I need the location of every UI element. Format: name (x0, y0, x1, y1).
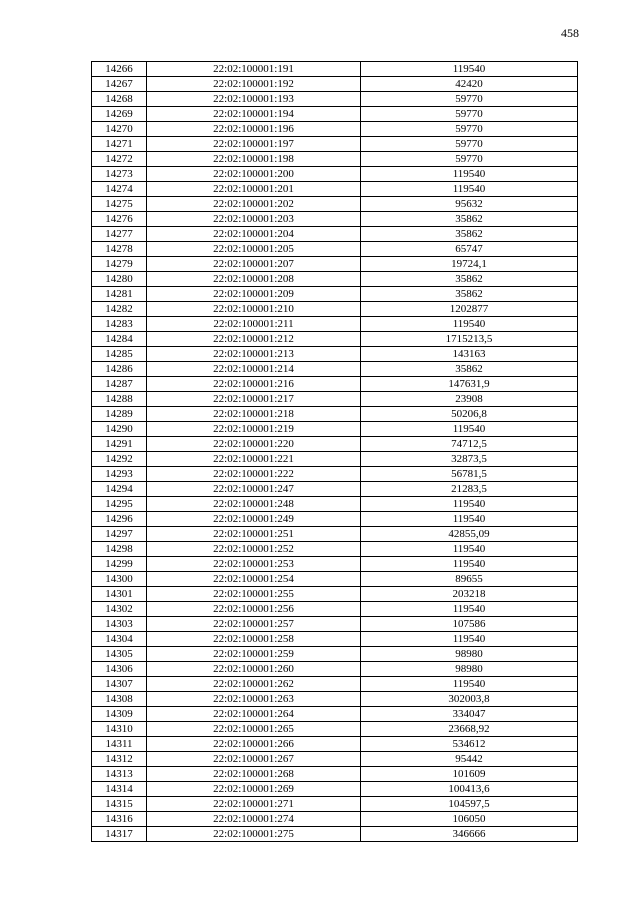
row-number-cell: 14310 (92, 722, 147, 737)
row-number-cell: 14301 (92, 587, 147, 602)
row-number-cell: 14306 (92, 662, 147, 677)
cadastral-number-cell: 22:02:100001:247 (147, 482, 361, 497)
value-cell: 23668,92 (361, 722, 578, 737)
cadastral-number-cell: 22:02:100001:208 (147, 272, 361, 287)
cadastral-number-cell: 22:02:100001:200 (147, 167, 361, 182)
cadastral-number-cell: 22:02:100001:196 (147, 122, 361, 137)
value-cell: 32873,5 (361, 452, 578, 467)
row-number-cell: 14286 (92, 362, 147, 377)
row-number-cell: 14309 (92, 707, 147, 722)
cadastral-number-cell: 22:02:100001:252 (147, 542, 361, 557)
table-row (92, 392, 578, 407)
cadastral-number-cell: 22:02:100001:207 (147, 257, 361, 272)
value-cell: 534612 (361, 737, 578, 752)
value-cell: 74712,5 (361, 437, 578, 452)
cadastral-number-cell: 22:02:100001:214 (147, 362, 361, 377)
table-row (92, 602, 578, 617)
row-number-cell: 14290 (92, 422, 147, 437)
cadastral-number-cell: 22:02:100001:265 (147, 722, 361, 737)
value-cell: 35862 (361, 227, 578, 242)
value-cell: 119540 (361, 62, 578, 77)
table-row (92, 227, 578, 242)
table-row (92, 662, 578, 677)
row-number-cell: 14292 (92, 452, 147, 467)
table-row (92, 287, 578, 302)
table-row (92, 572, 578, 587)
row-number-cell: 14266 (92, 62, 147, 77)
table-row (92, 752, 578, 767)
table-row (92, 557, 578, 572)
value-cell: 119540 (361, 512, 578, 527)
value-cell: 119540 (361, 632, 578, 647)
row-number-cell: 14297 (92, 527, 147, 542)
value-cell: 119540 (361, 497, 578, 512)
cadastral-number-cell: 22:02:100001:218 (147, 407, 361, 422)
cadastral-number-cell: 22:02:100001:254 (147, 572, 361, 587)
row-number-cell: 14295 (92, 497, 147, 512)
row-number-cell: 14288 (92, 392, 147, 407)
row-number-cell: 14280 (92, 272, 147, 287)
cadastral-number-cell: 22:02:100001:209 (147, 287, 361, 302)
value-cell: 104597,5 (361, 797, 578, 812)
value-cell: 119540 (361, 542, 578, 557)
table-row (92, 437, 578, 452)
table-row (92, 722, 578, 737)
page-number: 458 (561, 26, 579, 40)
cadastral-number-cell: 22:02:100001:263 (147, 692, 361, 707)
row-number-cell: 14307 (92, 677, 147, 692)
row-number-cell: 14304 (92, 632, 147, 647)
value-cell: 346666 (361, 827, 578, 842)
cadastral-number-cell: 22:02:100001:256 (147, 602, 361, 617)
table-row (92, 77, 578, 92)
value-cell: 35862 (361, 272, 578, 287)
value-cell: 50206,8 (361, 407, 578, 422)
cadastral-number-cell: 22:02:100001:221 (147, 452, 361, 467)
cadastral-number-cell: 22:02:100001:191 (147, 62, 361, 77)
row-number-cell: 14271 (92, 137, 147, 152)
value-cell: 119540 (361, 557, 578, 572)
cadastral-number-cell: 22:02:100001:268 (147, 767, 361, 782)
table-row (92, 212, 578, 227)
data-table (91, 61, 578, 842)
value-cell: 89655 (361, 572, 578, 587)
row-number-cell: 14291 (92, 437, 147, 452)
value-cell: 95632 (361, 197, 578, 212)
table-body (92, 62, 578, 842)
value-cell: 35862 (361, 212, 578, 227)
table-row (92, 632, 578, 647)
value-cell: 119540 (361, 602, 578, 617)
table-row (92, 257, 578, 272)
table-row (92, 542, 578, 557)
cadastral-number-cell: 22:02:100001:210 (147, 302, 361, 317)
cadastral-number-cell: 22:02:100001:259 (147, 647, 361, 662)
table-row (92, 92, 578, 107)
value-cell: 59770 (361, 152, 578, 167)
row-number-cell: 14317 (92, 827, 147, 842)
table-row (92, 272, 578, 287)
table-row (92, 497, 578, 512)
value-cell: 119540 (361, 422, 578, 437)
value-cell: 302003,8 (361, 692, 578, 707)
table-row (92, 617, 578, 632)
value-cell: 23908 (361, 392, 578, 407)
row-number-cell: 14283 (92, 317, 147, 332)
row-number-cell: 14270 (92, 122, 147, 137)
row-number-cell: 14284 (92, 332, 147, 347)
cadastral-number-cell: 22:02:100001:192 (147, 77, 361, 92)
table-row (92, 707, 578, 722)
table-row (92, 302, 578, 317)
value-cell: 119540 (361, 167, 578, 182)
table-row (92, 317, 578, 332)
table-row (92, 182, 578, 197)
cadastral-number-cell: 22:02:100001:219 (147, 422, 361, 437)
row-number-cell: 14315 (92, 797, 147, 812)
table-row (92, 782, 578, 797)
value-cell: 107586 (361, 617, 578, 632)
value-cell: 98980 (361, 647, 578, 662)
row-number-cell: 14274 (92, 182, 147, 197)
row-number-cell: 14278 (92, 242, 147, 257)
table-row (92, 482, 578, 497)
table-row (92, 242, 578, 257)
table-row (92, 797, 578, 812)
row-number-cell: 14299 (92, 557, 147, 572)
table-row (92, 422, 578, 437)
row-number-cell: 14302 (92, 602, 147, 617)
row-number-cell: 14285 (92, 347, 147, 362)
row-number-cell: 14276 (92, 212, 147, 227)
table-row (92, 452, 578, 467)
table-row (92, 62, 578, 77)
cadastral-number-cell: 22:02:100001:257 (147, 617, 361, 632)
value-cell: 59770 (361, 122, 578, 137)
cadastral-number-cell: 22:02:100001:258 (147, 632, 361, 647)
cadastral-number-cell: 22:02:100001:193 (147, 92, 361, 107)
table-row (92, 407, 578, 422)
table-row (92, 167, 578, 182)
row-number-cell: 14268 (92, 92, 147, 107)
cadastral-number-cell: 22:02:100001:212 (147, 332, 361, 347)
row-number-cell: 14308 (92, 692, 147, 707)
table-row (92, 107, 578, 122)
value-cell: 1202877 (361, 302, 578, 317)
row-number-cell: 14267 (92, 77, 147, 92)
value-cell: 56781,5 (361, 467, 578, 482)
cadastral-number-cell: 22:02:100001:220 (147, 437, 361, 452)
row-number-cell: 14272 (92, 152, 147, 167)
row-number-cell: 14294 (92, 482, 147, 497)
cadastral-number-cell: 22:02:100001:274 (147, 812, 361, 827)
value-cell: 35862 (361, 287, 578, 302)
cadastral-number-cell: 22:02:100001:253 (147, 557, 361, 572)
table-row (92, 647, 578, 662)
table-row (92, 467, 578, 482)
row-number-cell: 14275 (92, 197, 147, 212)
value-cell: 21283,5 (361, 482, 578, 497)
cadastral-number-cell: 22:02:100001:213 (147, 347, 361, 362)
cadastral-number-cell: 22:02:100001:201 (147, 182, 361, 197)
cadastral-number-cell: 22:02:100001:204 (147, 227, 361, 242)
row-number-cell: 14303 (92, 617, 147, 632)
cadastral-number-cell: 22:02:100001:269 (147, 782, 361, 797)
table-row (92, 332, 578, 347)
row-number-cell: 14282 (92, 302, 147, 317)
cadastral-number-cell: 22:02:100001:222 (147, 467, 361, 482)
value-cell: 42855,09 (361, 527, 578, 542)
cadastral-number-cell: 22:02:100001:251 (147, 527, 361, 542)
row-number-cell: 14314 (92, 782, 147, 797)
value-cell: 59770 (361, 107, 578, 122)
row-number-cell: 14316 (92, 812, 147, 827)
row-number-cell: 14289 (92, 407, 147, 422)
table-row (92, 692, 578, 707)
row-number-cell: 14296 (92, 512, 147, 527)
row-number-cell: 14279 (92, 257, 147, 272)
table-row (92, 137, 578, 152)
table-row (92, 812, 578, 827)
value-cell: 42420 (361, 77, 578, 92)
value-cell: 1715213,5 (361, 332, 578, 347)
cadastral-number-cell: 22:02:100001:262 (147, 677, 361, 692)
table-row (92, 197, 578, 212)
row-number-cell: 14312 (92, 752, 147, 767)
cadastral-number-cell: 22:02:100001:275 (147, 827, 361, 842)
value-cell: 143163 (361, 347, 578, 362)
value-cell: 65747 (361, 242, 578, 257)
row-number-cell: 14269 (92, 107, 147, 122)
cadastral-number-cell: 22:02:100001:267 (147, 752, 361, 767)
value-cell: 334047 (361, 707, 578, 722)
cadastral-number-cell: 22:02:100001:211 (147, 317, 361, 332)
table-row (92, 377, 578, 392)
cadastral-number-cell: 22:02:100001:205 (147, 242, 361, 257)
cadastral-number-cell: 22:02:100001:255 (147, 587, 361, 602)
value-cell: 119540 (361, 677, 578, 692)
value-cell: 59770 (361, 137, 578, 152)
value-cell: 106050 (361, 812, 578, 827)
table-row (92, 737, 578, 752)
row-number-cell: 14281 (92, 287, 147, 302)
row-number-cell: 14313 (92, 767, 147, 782)
value-cell: 101609 (361, 767, 578, 782)
value-cell: 98980 (361, 662, 578, 677)
table-row (92, 527, 578, 542)
cadastral-number-cell: 22:02:100001:198 (147, 152, 361, 167)
table-row (92, 827, 578, 842)
value-cell: 35862 (361, 362, 578, 377)
cadastral-number-cell: 22:02:100001:249 (147, 512, 361, 527)
row-number-cell: 14273 (92, 167, 147, 182)
row-number-cell: 14305 (92, 647, 147, 662)
table-row (92, 677, 578, 692)
cadastral-number-cell: 22:02:100001:260 (147, 662, 361, 677)
table-row (92, 587, 578, 602)
cadastral-number-cell: 22:02:100001:264 (147, 707, 361, 722)
table-row (92, 362, 578, 377)
row-number-cell: 14293 (92, 467, 147, 482)
value-cell: 203218 (361, 587, 578, 602)
row-number-cell: 14277 (92, 227, 147, 242)
cadastral-number-cell: 22:02:100001:194 (147, 107, 361, 122)
cadastral-number-cell: 22:02:100001:217 (147, 392, 361, 407)
cadastral-number-cell: 22:02:100001:203 (147, 212, 361, 227)
value-cell: 119540 (361, 182, 578, 197)
value-cell: 59770 (361, 92, 578, 107)
cadastral-number-cell: 22:02:100001:266 (147, 737, 361, 752)
cadastral-number-cell: 22:02:100001:248 (147, 497, 361, 512)
row-number-cell: 14298 (92, 542, 147, 557)
value-cell: 119540 (361, 317, 578, 332)
table-row (92, 152, 578, 167)
table-row (92, 347, 578, 362)
cadastral-number-cell: 22:02:100001:197 (147, 137, 361, 152)
value-cell: 100413,6 (361, 782, 578, 797)
value-cell: 95442 (361, 752, 578, 767)
row-number-cell: 14311 (92, 737, 147, 752)
row-number-cell: 14287 (92, 377, 147, 392)
cadastral-number-cell: 22:02:100001:271 (147, 797, 361, 812)
table-row (92, 512, 578, 527)
table-row (92, 122, 578, 137)
cadastral-number-cell: 22:02:100001:202 (147, 197, 361, 212)
cadastral-number-cell: 22:02:100001:216 (147, 377, 361, 392)
value-cell: 19724,1 (361, 257, 578, 272)
table-row (92, 767, 578, 782)
row-number-cell: 14300 (92, 572, 147, 587)
value-cell: 147631,9 (361, 377, 578, 392)
